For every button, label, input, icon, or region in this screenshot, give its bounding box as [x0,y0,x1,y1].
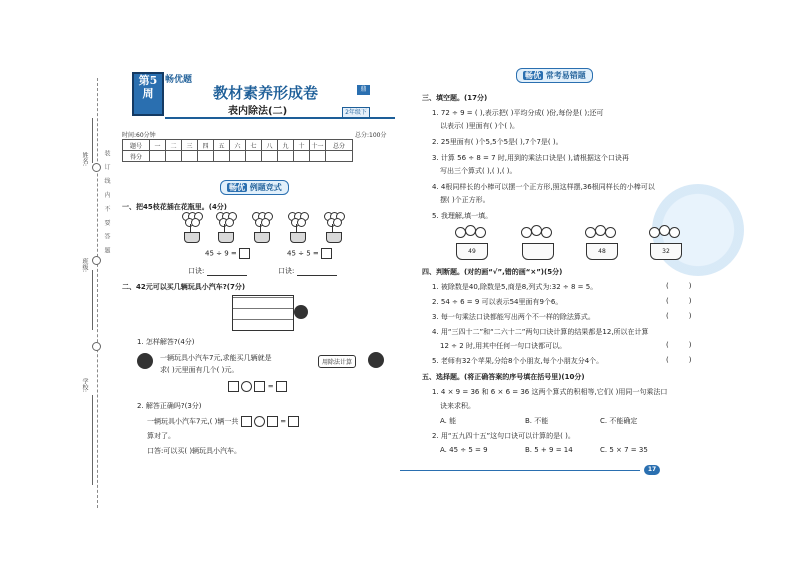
flower-vase-icon [180,212,202,242]
pot-number: 48 [586,243,618,260]
name-label: 姓名: [81,152,88,167]
s5-q1-option-a[interactable]: A. 能 [440,417,457,425]
table-cell: 三 [182,140,198,151]
bottom-rule [400,470,640,471]
operator-circle[interactable] [254,416,265,427]
score-input-cell[interactable] [150,151,166,162]
answer-box[interactable] [321,248,332,259]
question-2-sub-2: 2. 解答正确吗?(3分) [137,402,202,410]
section-4-title: 四、判断题。(对的画“√”,错的画“×”)(5分) [422,268,563,276]
question-1-kj-1 [188,266,247,276]
s3-q1-line-1: 1. 72 ÷ 9 = ( ),表示把( )平均分成( )份,每份是( );还可 [432,109,604,117]
question-2-text-2: 求( )元里面有几个( )元。 [160,366,239,374]
s3-q4-line-1: 4. 4根同样长的小棒可以摆一个正方形,照这样摆,36根同样长的小棒可以 [432,183,655,191]
toy-car-shelf-illustration [232,295,294,331]
question-1-kj-2 [278,266,337,276]
score-table-score-row [123,151,353,162]
equation-text: 45 ÷ 5 = [287,249,319,258]
judge-paren[interactable]: ( ) [666,282,692,290]
table-cell: 总分 [326,140,353,151]
judge-paren[interactable]: ( ) [666,341,692,349]
score-input-cell[interactable] [198,151,214,162]
question-1-title: 一、把45枝花插在花瓶里。(4分) [122,203,228,211]
answer-box[interactable] [228,381,239,392]
operator-circle[interactable] [241,381,252,392]
time-limit: 时间:60分钟 [122,132,156,139]
score-input-cell[interactable] [246,151,262,162]
school-label: 学校: [81,378,88,393]
answer-box[interactable] [254,381,265,392]
flower-pot-card [646,225,684,259]
table-cell: 八 [262,140,278,151]
table-cell: 二 [166,140,182,151]
s5-q2: 2. 用“五九四十五”这句口诀可以计算的是( )。 [432,432,575,440]
score-input-cell[interactable] [310,151,326,162]
judge-paren[interactable]: ( ) [666,356,692,364]
flower-vase-icon [250,212,272,242]
score-input-cell[interactable] [278,151,294,162]
judge-paren[interactable]: ( ) [666,297,692,305]
s5-q1-line-2: 诀来求积。 [440,402,475,410]
score-input-cell[interactable] [294,151,310,162]
table-cell: 四 [198,140,214,151]
answer-box[interactable] [239,248,250,259]
s3-q3-line-1: 3. 计算 56 ÷ 8 = 7 时,用到的乘法口诀是( ),请根据这个口诀再 [432,154,629,162]
speech-bubble: 用除法计算 [318,355,356,368]
pot-number: 32 [650,243,682,260]
table-cell: 九 [278,140,294,151]
division-answer-boxes: = [228,381,287,392]
table-cell: 五 [214,140,230,151]
answer-box[interactable] [241,416,252,427]
child-icon [368,352,384,368]
s4-item-2: 2. 54 ÷ 6 = 9 可以表示54里面有9个6。 [432,298,563,306]
question-2-sub2-line-2: 算对了。 [147,432,175,440]
edition-tag: 鼎 [357,85,370,95]
page-title: 教材素养形成卷 [213,84,319,102]
table-cell: 十 [294,140,310,151]
s3-q3-line-2: 写出三个算式( ),( ),( )。 [440,167,517,175]
s4-item-4-cont: 12 ÷ 2 时,用其中任何一句口诀都可以。 [440,342,567,350]
s4-item-3: 3. 每一句乘法口诀都能写出两个不一样的除法算式。 [432,313,595,321]
question-2-sub2-line-3: 口答:可以买( )辆玩具小汽车。 [147,447,242,455]
question-2-text-1: 一辆玩具小汽车7元,求能买几辆就是 [160,354,272,362]
pot-number: 49 [456,243,488,260]
pot-number [522,243,554,260]
banner-highlight: 畅优 [229,183,245,192]
total-score: 总分:100分 [355,132,387,139]
table-cell: 六 [230,140,246,151]
s5-q2-option-c[interactable]: C. 5 × 7 = 35 [600,446,648,454]
name-underline [92,118,93,163]
question-1-equation-2 [287,248,332,259]
s5-q2-option-a[interactable]: A. 45 ÷ 5 = 9 [440,446,488,454]
s5-q1-option-c[interactable]: C. 不能确定 [600,417,638,425]
score-input-cell[interactable] [214,151,230,162]
s4-item-4: 4. 用“三四十二”和“二六十二”两句口诀计算的结果都是12,所以在计算 [432,328,649,336]
binding-hole [92,256,101,265]
answer-box[interactable] [288,416,299,427]
class-underline [92,270,93,330]
section-5-title: 五、选择题。(将正确答案的序号填在括号里)(10分) [422,373,585,381]
s5-q1-line-1: 1. 4 × 9 = 36 和 6 × 6 = 36 这两个算式的积相等,它们( )用同一句乘法口 [432,388,668,396]
child-icon [294,305,308,319]
table-cell: 得分 [123,151,150,162]
flower-pot-card [452,225,490,259]
flower-pot-card [582,225,620,259]
equation-text: 45 ÷ 9 = [205,249,237,258]
table-cell: 题号 [123,140,150,151]
score-table [122,139,353,162]
flower-vase-icon [322,212,344,242]
kj-label: 口诀: [188,267,205,275]
score-input-cell[interactable] [182,151,198,162]
page-subtitle: 表内除法(二) [228,106,288,117]
flower-pot-card [518,225,556,259]
section-banner-examples [220,180,289,195]
line-text: 一辆玩具小汽车7元,( )辆一共 [147,417,239,426]
class-label: 班级: [81,258,88,273]
binding-hole [92,342,101,351]
s4-item-1: 1. 被除数是40,除数是5,商是8,列式为:32 ÷ 8 = 5。 [432,283,598,291]
answer-box[interactable] [276,381,287,392]
table-cell: 十一 [310,140,326,151]
banner-text: 常考易错题 [545,71,586,80]
kj-answer-line[interactable] [297,275,337,276]
s5-q1-option-b[interactable]: B. 不能 [525,417,549,425]
score-input-cell[interactable] [262,151,278,162]
kj-answer-line[interactable] [207,275,247,276]
banner-text: 例题竞式 [249,183,282,192]
score-table-header-row [123,140,353,151]
s3-q2: 2. 25里面有( )个5,5个5是( ),7个7是( )。 [432,138,563,146]
question-1-equation-1 [205,248,250,259]
section-3-title: 三、填空题。(17分) [422,94,488,102]
question-2-title: 二、42元可以买几辆玩具小汽车?(7分) [122,283,246,291]
banner-highlight: 畅优 [525,71,541,80]
flower-vase-icon [214,212,236,242]
score-input-cell[interactable] [166,151,182,162]
brand-logo: 畅优题 [165,75,193,85]
answer-box[interactable] [267,416,278,427]
judge-paren[interactable]: ( ) [666,312,692,320]
flower-vase-icon [286,212,308,242]
s3-q4-line-2: 摆( )个正方形。 [440,196,490,204]
binding-hole [92,163,101,172]
page-number: 17 [644,465,660,475]
kj-label: 口诀: [278,267,295,275]
s4-item-5: 5. 老师有32个苹果,分给8个小朋友,每个小朋友分4个。 [432,357,604,365]
s5-q2-option-b[interactable]: B. 5 + 9 = 14 [525,446,573,454]
binding-margin-line [97,78,98,508]
s3-q5: 5. 我理解,填一填。 [432,212,493,220]
s3-q1-line-2: 以表示( )里面有( )个( )。 [440,122,520,130]
question-2-sub-1: 1. 怎样解答?(4分) [137,338,195,346]
score-input-cell[interactable] [326,151,353,162]
seal-notice: 装 订 线 内 不 要 答 题 [103,150,110,257]
score-input-cell[interactable] [230,151,246,162]
question-2-sub2-line-1: 一辆玩具小汽车7元,( )辆一共 = [147,416,299,427]
school-underline [92,395,93,485]
grade-tag: 2年级下 [342,107,370,118]
table-cell: 一 [150,140,166,151]
table-cell: 七 [246,140,262,151]
child-icon [137,353,153,369]
week-badge: 第5周 [132,72,164,116]
section-banner-common-errors [516,68,593,83]
